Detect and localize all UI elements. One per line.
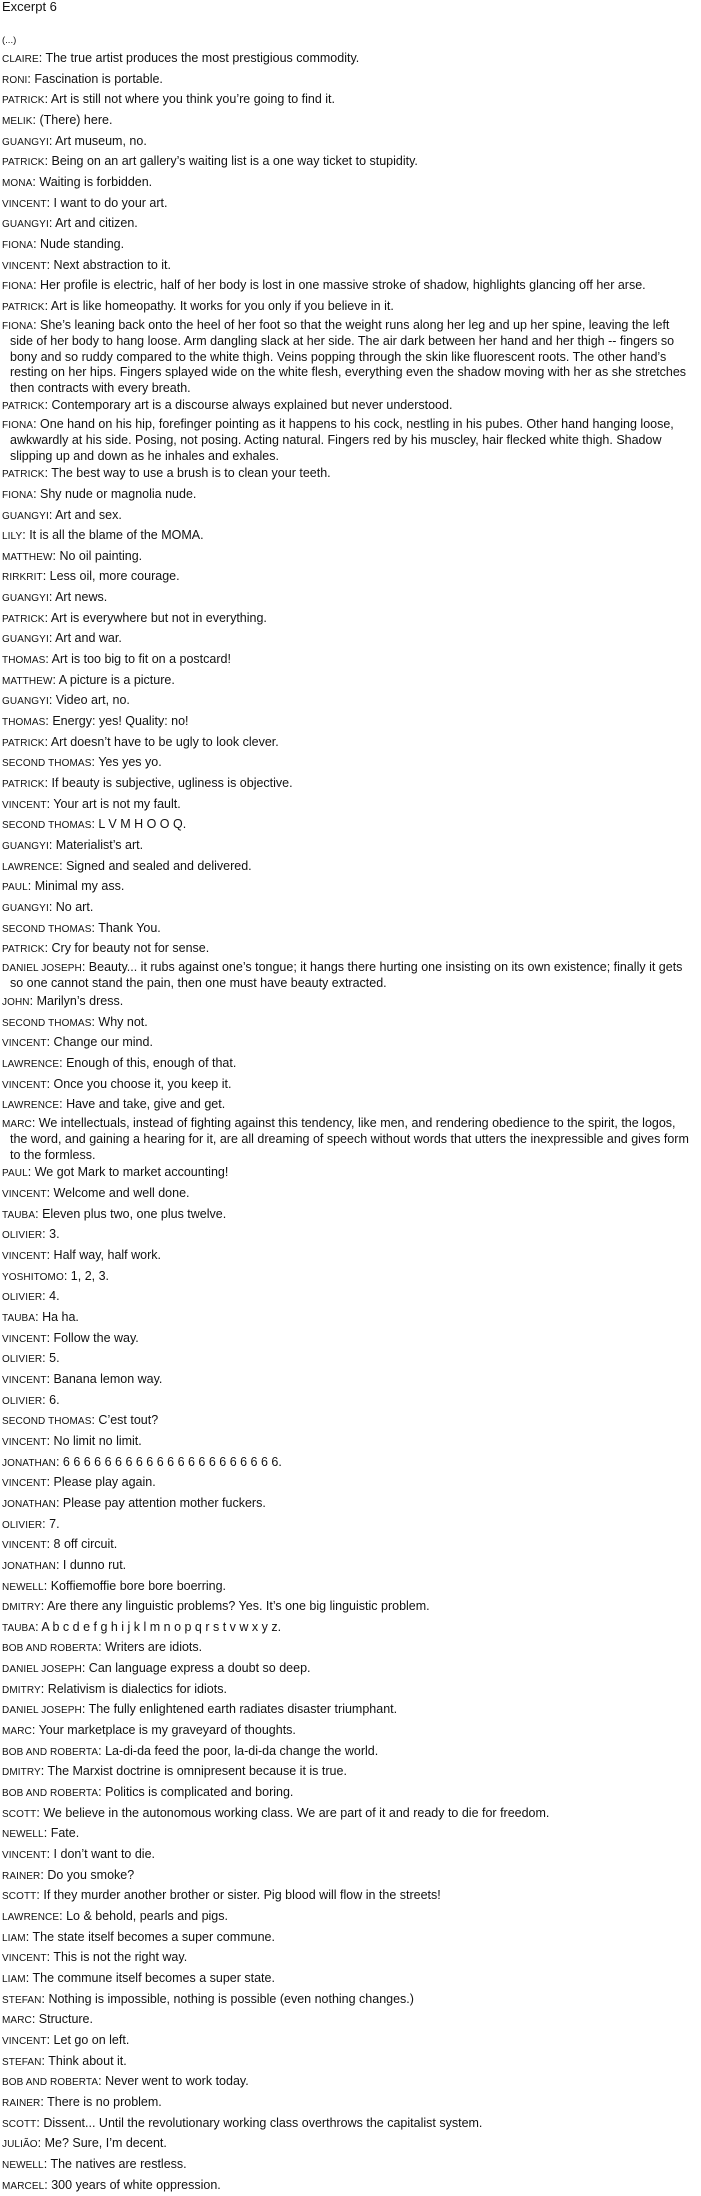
speaker-name: GUANGYI — [2, 634, 49, 646]
speaker-name: THOMAS — [2, 655, 46, 667]
speaker-name: THOMAS — [2, 717, 46, 729]
dialogue-line: LAWRENCE: Enough of this, enough of that. — [2, 1055, 237, 1070]
dialogue-line: MONA: Waiting is forbidden. — [2, 174, 153, 189]
dialogue-text: Art and citizen. — [55, 216, 138, 231]
dialogue-line: VINCENT: Banana lemon way. — [2, 1371, 163, 1386]
dialogue-text: There is no problem. — [47, 2094, 162, 2109]
dialogue-text: Thank You. — [98, 920, 161, 935]
speaker-name: SECOND THOMAS — [2, 758, 92, 770]
dialogue-line: NEWELL: Koffiemoffie bore bore boerring. — [2, 1578, 227, 1593]
speaker-name: DMITRY — [2, 1767, 41, 1779]
speaker-name: GUANGYI — [2, 841, 49, 852]
dialogue-text: Art and sex. — [55, 507, 122, 522]
dialogue-text: Nothing is impossible, nothing is possible (even nothing changes.) — [48, 1991, 414, 2006]
dialogue-list — [2, 49, 695, 2196]
dialogue-line: PATRICK: Art is like homeopathy. It works for you only if you believe in it. — [2, 298, 394, 313]
dialogue-text: The Marxist doctrine is omnipresent because it is true. — [47, 1764, 347, 1779]
dialogue-line: SECOND THOMAS: L V M H O O Q. — [2, 817, 187, 832]
dialogue-text: Structure. — [38, 2012, 93, 2027]
speaker-name: PAUL — [2, 882, 28, 894]
speaker-name: FIONA — [2, 489, 34, 501]
dialogue-line: MATTHEW: No oil painting. — [2, 548, 143, 563]
dialogue-line: RIRKRIT: Less oil, more courage. — [2, 569, 180, 584]
speaker-name: GUANGYI — [2, 902, 49, 914]
dialogue-text: Never went to work today. — [105, 2074, 249, 2089]
dialogue-text: Marilyn’s dress. — [36, 993, 124, 1008]
dialogue-text: Minimal my ass. — [34, 879, 125, 894]
dialogue-text: 5. — [49, 1351, 60, 1366]
speaker-name: TAUBA — [2, 1209, 36, 1221]
dialogue-text: 3. — [49, 1227, 60, 1242]
dialogue-text: Art is too big to fit on a postcard! — [51, 652, 231, 667]
dialogue-line: SCOTT: Dissent... Until the revolutionary working class overthrows the capitalist system. — [2, 2115, 483, 2130]
dialogue-text: Fascination is portable. — [34, 71, 163, 86]
dialogue-text: Art is everywhere but not in everything. — [50, 610, 267, 625]
dialogue-text: Contemporary art is a discourse always explained but never understood. — [51, 398, 453, 413]
speaker-name: RAINER — [2, 2097, 41, 2109]
speaker-name: OLIVIER — [2, 1292, 43, 1304]
dialogue-text: Please pay attention mother fuckers. — [62, 1495, 266, 1510]
dialogue-text: No limit no limit. — [53, 1433, 142, 1448]
speaker-name: PATRICK — [2, 613, 45, 625]
speaker-name: SCOTT — [2, 1808, 37, 1820]
dialogue-line: STEFAN: Think about it. — [2, 2053, 127, 2068]
speaker-name: NEWELL — [2, 2159, 44, 2171]
speaker-name: TAUBA — [2, 1622, 36, 1634]
dialogue-line: PATRICK: Art is everywhere but not in everything. — [2, 610, 267, 625]
speaker-name: SECOND THOMAS — [2, 923, 92, 935]
speaker-name: SCOTT — [2, 1891, 37, 1903]
dialogue-text: 7. — [49, 1516, 60, 1531]
dialogue-line: PATRICK: Art is still not where you think you’re going to find it. — [2, 92, 335, 107]
dialogue-text: Your marketplace is my graveyard of thoughts. — [38, 1723, 296, 1738]
speaker-name: FIONA — [2, 239, 34, 251]
dialogue-line: PAUL: We got Mark to market accounting! — [2, 1165, 229, 1180]
dialogue-line: PATRICK: Art doesn’t have to be ugly to look clever. — [2, 734, 279, 749]
speaker-name: VINCENT — [2, 799, 47, 811]
speaker-name: OLIVIER — [2, 1395, 43, 1407]
dialogue-line: JONATHAN: I dunno rut. — [2, 1557, 127, 1572]
dialogue-line: DANIEL JOSEPH: The fully enlightened earth radiates disaster triumphant. — [2, 1702, 398, 1717]
speaker-name: VINCENT — [2, 1038, 47, 1050]
speaker-name: VINCENT — [2, 1478, 47, 1490]
speaker-name: MARC — [2, 1118, 32, 1130]
dialogue-line: FIONA: Shy nude or magnolia nude. — [2, 486, 197, 501]
dialogue-line: THOMAS: Energy: yes! Quality: no! — [2, 714, 189, 729]
dialogue-text: The true artist produces the most prestigious commodity. — [45, 51, 360, 65]
dialogue-line: VINCENT: Half way, half work. — [2, 1248, 161, 1262]
dialogue-line: TAUBA: A b c d e f g h i j k l m n o p q r s t v w x y z. — [2, 1619, 282, 1634]
dialogue-text: Art is like homeopathy. It works for you only if you believe in it. — [50, 298, 394, 313]
speaker-name: VINCENT — [2, 2035, 47, 2047]
dialogue-line: PATRICK: Cry for beauty not for sense. — [2, 941, 210, 956]
dialogue-line: MARC: Structure. — [2, 2012, 93, 2027]
dialogue-line: RAINER: Do you smoke? — [2, 1867, 135, 1882]
dialogue-text: Ha ha. — [42, 1309, 79, 1324]
speaker-name: SECOND THOMAS — [2, 820, 92, 832]
speaker-name: VINCENT — [2, 1189, 47, 1201]
dialogue-line: GUANGYI: Materialist’s art. — [2, 838, 144, 852]
dialogue-text: Change our mind. — [53, 1035, 153, 1050]
dialogue-text: C’est tout? — [98, 1413, 159, 1428]
dialogue-line: LAWRENCE: Have and take, give and get. — [2, 1097, 226, 1112]
speaker-name: VINCENT — [2, 1251, 47, 1262]
dialogue-text: Lo & behold, pearls and pigs. — [66, 1909, 228, 1923]
speaker-name: VINCENT — [2, 198, 47, 210]
speaker-name: JULIÃO — [2, 2139, 38, 2151]
dialogue-line: MARC: We intellectuals, instead of fighting against this tendency, like men, and rendering obedience to the spirit, the logos, the word, and gaining a hearing for it, are all dreaming of speech without words that utters the inexpressible and gives form to the formless. — [2, 1115, 689, 1162]
speaker-name: PATRICK — [2, 737, 45, 749]
dialogue-line: LAWRENCE: Signed and sealed and delivered. — [2, 858, 252, 873]
dialogue-text: Yes yes yo. — [98, 755, 162, 770]
dialogue-text: Dissent... Until the revolutionary working class overthrows the capitalist system. — [43, 2115, 483, 2130]
speaker-name: GUANGYI — [2, 136, 49, 148]
dialogue-line: VINCENT: Welcome and well done. — [2, 1186, 190, 1201]
dialogue-line: FIONA: One hand on his hip, forefinger pointing as it happens to his cock, nestling in his pubes. Other hand hanging loose, awkwardly at his side. Posing, not posing. Acting natural. Fingers red by his muscley, hair flecked white thigh. Shadow slipping up and down as he inhales and exhales. — [2, 416, 674, 463]
speaker-name: STEFAN — [2, 1994, 42, 2006]
speaker-name: BOB AND ROBERTA — [2, 1788, 99, 1800]
speaker-name: JONATHAN — [2, 1457, 56, 1469]
dialogue-text: If they murder another brother or sister. Pig blood will flow in the streets! — [43, 1888, 441, 1903]
speaker-name: PATRICK — [2, 157, 45, 169]
speaker-name: STEFAN — [2, 2056, 42, 2068]
speaker-name: MARC — [2, 1726, 32, 1738]
dialogue-text: A picture is a picture. — [58, 672, 175, 687]
dialogue-text: Nude standing. — [40, 236, 125, 251]
dialogue-text: Have and take, give and get. — [66, 1097, 226, 1112]
dialogue-text: Once you choose it, you keep it. — [53, 1076, 232, 1091]
speaker-name: VINCENT — [2, 260, 47, 272]
dialogue-text: We intellectuals, instead of fighting against this tendency, like men, and rendering obedience to the spirit, the logos, the word, and gaining a hearing for it, are all dreaming of speech without words that utters the inexpressible and gives form to the formless. — [10, 1115, 689, 1162]
dialogue-line: GUANGYI: Video art, no. — [2, 693, 130, 708]
dialogue-line: THOMAS: Art is too big to fit on a postcard! — [2, 652, 231, 667]
dialogue-line: VINCENT: 8 off circuit. — [2, 1537, 118, 1552]
dialogue-text: Her profile is electric, half of her body is lost in one massive stroke of shadow, highlights glancing off her arse. — [40, 278, 646, 293]
speaker-name: LAWRENCE — [2, 1058, 60, 1070]
dialogue-text: The commune itself becomes a super state. — [32, 1970, 275, 1985]
dialogue-text: Art museum, no. — [55, 133, 147, 148]
speaker-name: RAINER — [2, 1870, 41, 1882]
dialogue-text: Politics is complicated and boring. — [105, 1785, 294, 1800]
dialogue-line: PAUL: Minimal my ass. — [2, 879, 125, 894]
dialogue-line: VINCENT: Let go on left. — [2, 2032, 130, 2047]
dialogue-line: VINCENT: Please play again. — [2, 1475, 156, 1490]
dialogue-text: Are there any linguistic problems? Yes. It’s one big linguistic problem. — [47, 1599, 430, 1614]
speaker-name: PATRICK — [2, 95, 45, 107]
speaker-name: LAWRENCE — [2, 1912, 60, 1923]
dialogue-text: Less oil, more courage. — [49, 569, 180, 584]
speaker-name: BOB AND ROBERTA — [2, 1746, 99, 1758]
dialogue-line: VINCENT: Follow the way. — [2, 1330, 139, 1345]
dialogue-line: DMITRY: Are there any linguistic problems? Yes. It’s one big linguistic problem. — [2, 1599, 430, 1614]
speaker-name: JOHN — [2, 996, 30, 1008]
dialogue-text: L V M H O O Q. — [98, 817, 187, 832]
dialogue-line: TAUBA: Ha ha. — [2, 1309, 79, 1324]
dialogue-line: VINCENT: This is not the right way. — [2, 1950, 188, 1965]
dialogue-line: DANIEL JOSEPH: Beauty... it rubs against one’s tongue; it hangs there hurting one insisting on its own existence; finally it gets so one cannot stand the pain, then one must have beauty extracted. — [2, 959, 683, 991]
dialogue-line: LILY: It is all the blame of the MOMA. — [2, 528, 204, 543]
dialogue-line: DMITRY: The Marxist doctrine is omnipresent because it is true. — [2, 1764, 347, 1779]
dialogue-line: OLIVIER: 7. — [2, 1516, 60, 1531]
speaker-name: JONATHAN — [2, 1560, 56, 1572]
dialogue-line: OLIVIER: 3. — [2, 1227, 60, 1242]
dialogue-text: Me? Sure, I’m decent. — [44, 2136, 167, 2151]
dialogue-text: 6. — [49, 1392, 60, 1407]
speaker-name: DANIEL JOSEPH — [2, 962, 82, 974]
speaker-name: PAUL — [2, 1168, 28, 1180]
dialogue-line: FIONA: Nude standing. — [2, 236, 125, 251]
dialogue-text: No oil painting. — [59, 548, 143, 563]
speaker-name: YOSHITOMO — [2, 1271, 64, 1283]
speaker-name: OLIVIER — [2, 1519, 43, 1531]
dialogue-text: This is not the right way. — [53, 1950, 188, 1965]
dialogue-line: FIONA: She’s leaning back onto the heel of her foot so that the weight runs along her leg and up her spine, leaving the left side of her body to hang loose. Arm dangling slack at her side. The air dark between her hand and her thigh -- fingers so bony and so ruddy compared to the white thigh. Veins popping through the skin like fluorescent roots. The other hand’s resting on her hips. Fingers splayed wide on the white flesh, everything even the shadow moving with her as she stretches then contracts with every breath. — [2, 317, 687, 395]
speaker-name: VINCENT — [2, 1436, 47, 1448]
dialogue-line: GUANGYI: Art and war. — [2, 631, 122, 646]
dialogue-text: I want to do your art. — [53, 195, 168, 210]
speaker-name: GUANGYI — [2, 219, 49, 231]
speaker-name: NEWELL — [2, 1829, 44, 1841]
speaker-name: OLIVIER — [2, 1230, 43, 1242]
dialogue-line: JOHN: Marilyn’s dress. — [2, 993, 124, 1008]
speaker-name: MATTHEW — [2, 675, 53, 687]
dialogue-text: 8 off circuit. — [53, 1537, 118, 1552]
speaker-name: DMITRY — [2, 1684, 41, 1696]
dialogue-line: PATRICK: Contemporary art is a discourse always explained but never understood. — [2, 398, 453, 413]
speaker-name: RONI — [2, 74, 28, 86]
dialogue-text: Art is still not where you think you’re going to find it. — [50, 92, 335, 107]
dialogue-line: BOB AND ROBERTA: Writers are idiots. — [2, 1640, 203, 1655]
dialogue-line: MELIK: (There) here. — [2, 112, 113, 127]
speaker-name: MONA — [2, 177, 33, 189]
speaker-name: FIONA — [2, 281, 34, 293]
speaker-name: BOB AND ROBERTA — [2, 1643, 99, 1655]
dialogue-line: CLAIRE: The true artist produces the most prestigious commodity. — [2, 51, 360, 65]
speaker-name: LAWRENCE — [2, 861, 60, 873]
dialogue-line: TAUBA: Eleven plus two, one plus twelve. — [2, 1206, 227, 1221]
dialogue-text: 4. — [49, 1289, 60, 1304]
dialogue-line: GUANGYI: Art and sex. — [2, 507, 122, 522]
dialogue-line: JULIÃO: Me? Sure, I’m decent. — [2, 2136, 167, 2151]
dialogue-text: Cry for beauty not for sense. — [51, 941, 210, 956]
dialogue-text: Koffiemoffie bore bore boerring. — [50, 1578, 227, 1593]
dialogue-text: Banana lemon way. — [53, 1371, 163, 1386]
dialogue-text: She’s leaning back onto the heel of her foot so that the weight runs along her leg and up her spine, leaving the left side of her body to hang loose. Arm dangling slack at her side. The air dark between her hand and her thigh -- fingers so bony and so ruddy compared to the white thigh. Veins popping through the skin like fluorescent roots. The other hand’s resting on her hips. Fingers splayed wide on the white flesh, everything even the shadow moving with her as she stretches then contracts with every breath. — [10, 317, 687, 395]
speaker-name: DANIEL JOSEPH — [2, 1664, 82, 1676]
dialogue-text: Think about it. — [48, 2053, 127, 2068]
dialogue-line: VINCENT: Your art is not my fault. — [2, 796, 181, 811]
dialogue-text: 300 years of white oppression. — [51, 2177, 221, 2192]
speaker-name: LIAM — [2, 1932, 26, 1944]
dialogue-text: The best way to use a brush is to clean your teeth. — [51, 466, 331, 481]
speaker-name: BOB AND ROBERTA — [2, 2077, 99, 2089]
dialogue-text: Energy: yes! Quality: no! — [52, 714, 189, 729]
speaker-name: RIRKRIT — [2, 572, 43, 584]
dialogue-line: LAWRENCE: Lo & behold, pearls and pigs. — [2, 1909, 228, 1923]
dialogue-text: Can language express a doubt so deep. — [88, 1661, 311, 1676]
dialogue-line: PATRICK: Being on an art gallery’s waiting list is a one way ticket to stupidity. — [2, 154, 418, 169]
dialogue-line: NEWELL: The natives are restless. — [2, 2156, 187, 2171]
dialogue-line: GUANGYI: Art and citizen. — [2, 216, 138, 231]
dialogue-line: GUANGYI: Art news. — [2, 590, 108, 605]
speaker-name: GUANGYI — [2, 510, 49, 522]
dialogue-text: Art and war. — [55, 631, 122, 646]
dialogue-line: LIAM: The commune itself becomes a super state. — [2, 1970, 275, 1985]
speaker-name: SECOND THOMAS — [2, 1416, 92, 1428]
speaker-name: LIAM — [2, 1973, 26, 1985]
dialogue-line: JONATHAN: Please pay attention mother fuckers. — [2, 1495, 266, 1510]
dialogue-text: (There) here. — [39, 112, 113, 127]
dialogue-text: Being on an art gallery’s waiting list is a one way ticket to stupidity. — [51, 154, 418, 169]
excerpt-title: Excerpt 6 — [2, 0, 57, 14]
dialogue-text: Next abstraction to it. — [53, 257, 171, 272]
dialogue-line: YOSHITOMO: 1, 2, 3. — [2, 1268, 110, 1283]
dialogue-text: Let go on left. — [53, 2032, 130, 2047]
speaker-name: FIONA — [2, 419, 34, 431]
speaker-name: MELIK — [2, 115, 33, 127]
dialogue-text: A b c d e f g h i j k l m n o p q r s t v w x y z. — [41, 1619, 282, 1634]
dialogue-text: Your art is not my fault. — [53, 796, 181, 811]
speaker-name: CLAIRE — [2, 54, 39, 65]
dialogue-line: BOB AND ROBERTA: Politics is complicated and boring. — [2, 1785, 294, 1800]
dialogue-text: It is all the blame of the MOMA. — [29, 528, 204, 543]
speaker-name: DANIEL JOSEPH — [2, 1705, 82, 1717]
speaker-name: PATRICK — [2, 401, 45, 413]
speaker-name: SCOTT — [2, 2118, 37, 2130]
dialogue-line: PATRICK: If beauty is subjective, ugliness is objective. — [2, 776, 293, 791]
dialogue-text: 6 6 6 6 6 6 6 6 6 6 6 6 6 6 6 6 6 6 6 6 6. — [62, 1454, 282, 1469]
dialogue-line: RONI: Fascination is portable. — [2, 71, 163, 86]
speaker-name: LAWRENCE — [2, 1100, 60, 1112]
dialogue-line: SECOND THOMAS: Thank You. — [2, 920, 161, 935]
dialogue-text: Enough of this, enough of that. — [66, 1055, 237, 1070]
dialogue-line: RAINER: There is no problem. — [2, 2094, 162, 2109]
dialogue-line: LIAM: The state itself becomes a super commune. — [2, 1929, 275, 1944]
speaker-name: VINCENT — [2, 1953, 47, 1965]
dialogue-line: OLIVIER: 4. — [2, 1289, 60, 1304]
dialogue-text: Half way, half work. — [53, 1248, 161, 1262]
dialogue-line: BOB AND ROBERTA: Never went to work today. — [2, 2074, 249, 2089]
dialogue-text: Welcome and well done. — [53, 1186, 190, 1201]
dialogue-text: No art. — [55, 899, 94, 914]
speaker-name: VINCENT — [2, 1374, 47, 1386]
speaker-name: GUANGYI — [2, 696, 49, 708]
dialogue-line: SCOTT: We believe in the autonomous working class. We are part of it and ready to die for freedom. — [2, 1805, 550, 1820]
speaker-name: MARCEL — [2, 2180, 45, 2192]
dialogue-text: Art news. — [55, 590, 108, 605]
speaker-name: PATRICK — [2, 469, 45, 481]
dialogue-line: SECOND THOMAS: Yes yes yo. — [2, 755, 162, 770]
dialogue-line: FIONA: Her profile is electric, half of her body is lost in one massive stroke of shadow, highlights glancing off her arse. — [2, 278, 646, 293]
dialogue-line: MARCEL: 300 years of white oppression. — [2, 2177, 221, 2192]
dialogue-text: Writers are idiots. — [105, 1640, 203, 1655]
dialogue-text: I don’t want to die. — [53, 1847, 155, 1862]
dialogue-text: Eleven plus two, one plus twelve. — [42, 1206, 227, 1221]
dialogue-line: VINCENT: I don’t want to die. — [2, 1847, 155, 1862]
speaker-name: OLIVIER — [2, 1354, 43, 1366]
dialogue-text: Video art, no. — [55, 693, 130, 708]
dialogue-line: VINCENT: Once you choose it, you keep it. — [2, 1076, 232, 1091]
dialogue-text: If beauty is subjective, ugliness is objective. — [51, 776, 293, 791]
speaker-name: FIONA — [2, 320, 34, 332]
dialogue-text: Signed and sealed and delivered. — [66, 858, 252, 873]
dialogue-line: VINCENT: No limit no limit. — [2, 1433, 142, 1448]
dialogue-line: PATRICK: The best way to use a brush is to clean your teeth. — [2, 466, 331, 481]
dialogue-text: Materialist’s art. — [55, 838, 144, 852]
speaker-name: VINCENT — [2, 1333, 47, 1345]
dialogue-line: OLIVIER: 5. — [2, 1351, 60, 1366]
dialogue-line: VINCENT: Next abstraction to it. — [2, 257, 171, 272]
dialogue-text: La-di-da feed the poor, la-di-da change the world. — [105, 1743, 379, 1758]
dialogue-line: DANIEL JOSEPH: Can language express a doubt so deep. — [2, 1661, 311, 1676]
dialogue-text: The natives are restless. — [50, 2156, 187, 2171]
speaker-name: VINCENT — [2, 1079, 47, 1091]
dialogue-text: We got Mark to market accounting! — [34, 1165, 229, 1180]
speaker-name: LILY — [2, 531, 23, 543]
dialogue-text: Please play again. — [53, 1475, 156, 1490]
dialogue-line: VINCENT: Change our mind. — [2, 1035, 153, 1050]
dialogue-text: We believe in the autonomous working class. We are part of it and ready to die for freedom. — [43, 1805, 550, 1820]
speaker-name: PATRICK — [2, 301, 45, 313]
speaker-name: SECOND THOMAS — [2, 1017, 92, 1029]
dialogue-line: BOB AND ROBERTA: La-di-da feed the poor, la-di-da change the world. — [2, 1743, 379, 1758]
speaker-name: MATTHEW — [2, 551, 53, 563]
dialogue-text: The fully enlightened earth radiates disaster triumphant. — [88, 1702, 398, 1717]
speaker-name: MARC — [2, 2015, 32, 2027]
dialogue-line: MARC: Your marketplace is my graveyard of thoughts. — [2, 1723, 296, 1738]
speaker-name: DMITRY — [2, 1602, 41, 1614]
dialogue-line: VINCENT: I want to do your art. — [2, 195, 168, 210]
dialogue-line: NEWELL: Fate. — [2, 1826, 80, 1841]
dialogue-text: Follow the way. — [53, 1330, 139, 1345]
dialogue-text: Shy nude or magnolia nude. — [40, 486, 197, 501]
speaker-name: VINCENT — [2, 1540, 47, 1552]
speaker-name: PATRICK — [2, 944, 45, 956]
dialogue-text: Art doesn’t have to be ugly to look clever. — [50, 734, 279, 749]
dialogue-text: Fate. — [50, 1826, 80, 1841]
dialogue-line: MATTHEW: A picture is a picture. — [2, 672, 175, 687]
dialogue-line: SCOTT: If they murder another brother or sister. Pig blood will flow in the streets! — [2, 1888, 441, 1903]
dialogue-line: STEFAN: Nothing is impossible, nothing is possible (even nothing changes.) — [2, 1991, 414, 2006]
speaker-name: VINCENT — [2, 1850, 47, 1862]
speaker-name: TAUBA — [2, 1312, 36, 1324]
dialogue-text: 1, 2, 3. — [70, 1268, 110, 1283]
speaker-name: PATRICK — [2, 779, 45, 791]
dialogue-line: GUANGYI: No art. — [2, 899, 94, 914]
dialogue-text: The state itself becomes a super commune. — [32, 1929, 275, 1944]
speaker-name: NEWELL — [2, 1581, 44, 1593]
dialogue-text: Why not. — [98, 1014, 148, 1029]
dialogue-text: Waiting is forbidden. — [39, 174, 153, 189]
ellipsis-marker: (...) — [2, 35, 17, 46]
dialogue-line: OLIVIER: 6. — [2, 1392, 60, 1407]
speaker-name: JONATHAN — [2, 1498, 56, 1510]
dialogue-line: DMITRY: Relativism is dialectics for idiots. — [2, 1681, 227, 1696]
dialogue-text: Do you smoke? — [47, 1867, 135, 1882]
dialogue-text: One hand on his hip, forefinger pointing as it happens to his cock, nestling in his pubes. Other hand hanging loose, awkwardly at his side. Posing, not posing. Acting natural. Fingers red by his muscley, hair flecked white thigh. Shadow slipping up and down as he inhales and exhales. — [10, 416, 674, 463]
speaker-name: GUANGYI — [2, 593, 49, 605]
dialogue-line: SECOND THOMAS: C’est tout? — [2, 1413, 159, 1428]
dialogue-text: I dunno rut. — [62, 1557, 127, 1572]
dialogue-line: SECOND THOMAS: Why not. — [2, 1014, 148, 1029]
dialogue-line: GUANGYI: Art museum, no. — [2, 133, 147, 148]
dialogue-line: JONATHAN: 6 6 6 6 6 6 6 6 6 6 6 6 6 6 6 6 6 6 6 6 6. — [2, 1454, 282, 1469]
dialogue-text: Beauty... it rubs against one’s tongue; it hangs there hurting one insisting on its own existence; finally it gets so one cannot stand the pain, then one must have beauty extracted. — [10, 959, 683, 991]
dialogue-text: Relativism is dialectics for idiots. — [47, 1681, 227, 1696]
